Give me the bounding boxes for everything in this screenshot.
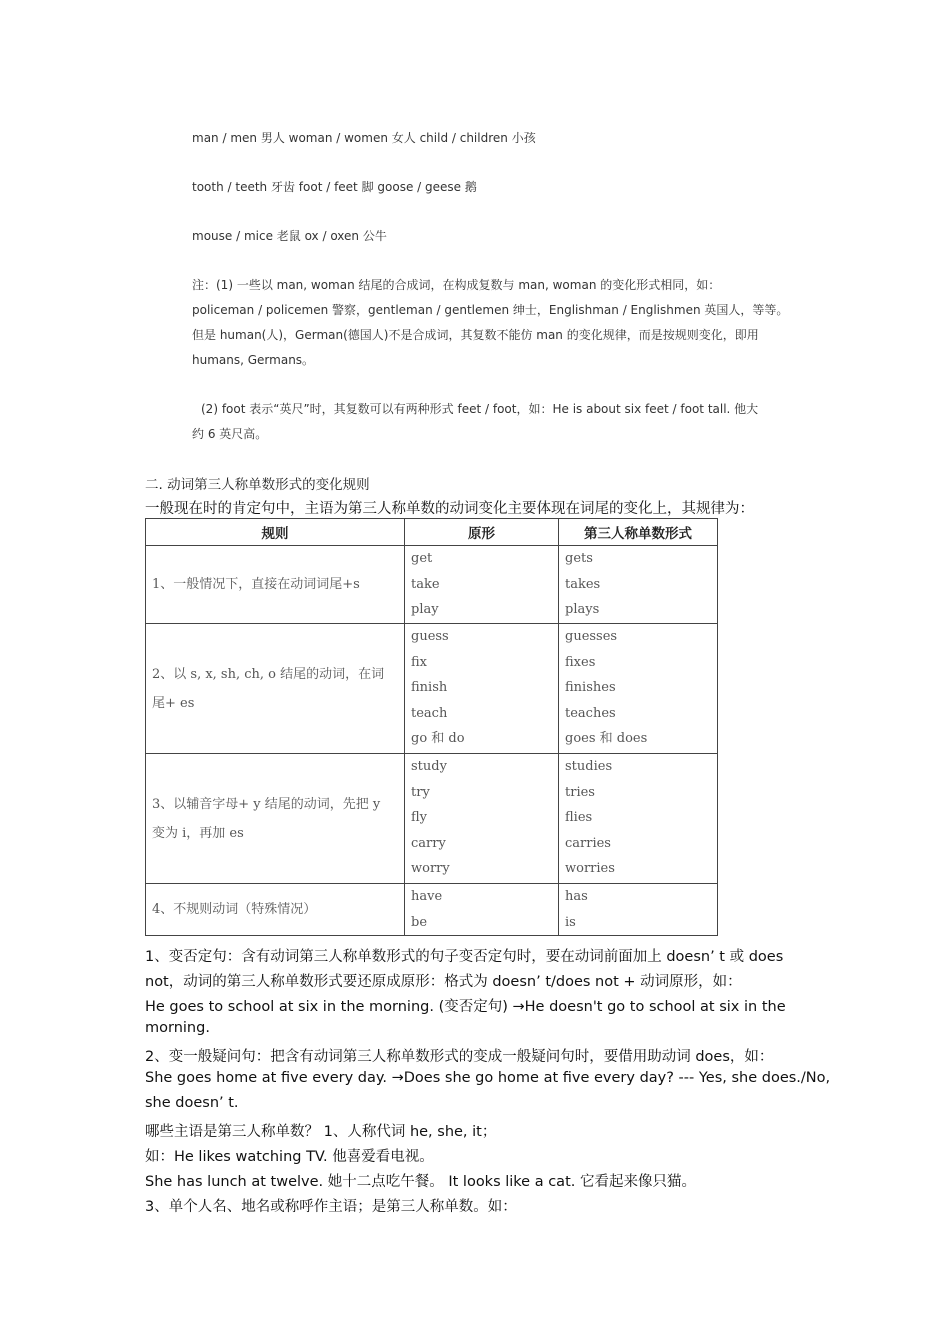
negative-rule-line2: not，动词的第三人称单数形式要还原成原形：格式为 doesn’ t/does not + 动词原形，如：	[145, 974, 742, 990]
base-word: carry	[411, 835, 446, 851]
plural-line-tooth: tooth / teeth 牙齿 foot / feet 脚 goose / geese 鹅	[192, 180, 477, 194]
note1-line2: policeman / policemen 警察，gentleman / gentlemen 绅士，Englishman / Englishmen 英国人，等等。	[192, 303, 789, 317]
note2-line2: 约 6 英尺高。	[192, 427, 268, 441]
base-cell	[405, 884, 559, 936]
table-header-row	[146, 519, 718, 546]
base-word: worry	[411, 861, 450, 876]
third-word: carries	[565, 835, 611, 851]
rule-cell: 1、一般情况下，直接在动词词尾+s	[146, 546, 405, 624]
third-cell	[559, 624, 718, 754]
third-word: worries	[565, 861, 615, 876]
plural-line-mouse: mouse / mice 老鼠 ox / oxen 公牛	[192, 229, 387, 243]
note1-line4: humans, Germans。	[192, 353, 315, 367]
third-word: gets	[565, 551, 593, 566]
base-word: fix	[411, 654, 428, 670]
question-example-line2: she doesn’ t.	[145, 1095, 239, 1111]
base-word: teach	[411, 705, 448, 721]
base-word: take	[411, 576, 440, 592]
note1-line3: 但是 human(人)，German(德国人)不是合成词，其复数不能仿 man 的变化规律，而是按规则变化，即用	[192, 328, 759, 342]
base-word: have	[411, 889, 443, 904]
question-rule-line: 2、变一般疑问句：把含有动词第三人称单数形式的变成一般疑问句时，要借用助动词 does，如：	[145, 1049, 774, 1065]
header-third-person: 第三人称单数形式	[559, 519, 718, 546]
negative-rule-line1: 1、变否定句：含有动词第三人称单数形式的句子变否定句时，要在动词前面加上 doesn’ t 或 does	[145, 949, 784, 965]
example-she-it-line: She has lunch at twelve. 她十二点吃午餐。 It looks like a cat. 它看起来像只猫。	[145, 1174, 696, 1190]
base-word: play	[411, 602, 439, 617]
base-word: be	[411, 914, 428, 930]
third-word: finishes	[565, 680, 616, 695]
rule-cell: 4、不规则动词（特殊情况）	[146, 884, 405, 936]
base-word: finish	[411, 680, 448, 695]
third-word: guesses	[565, 629, 618, 644]
negative-example-line1: He goes to school at six in the morning. (变否定句) →He doesn't go to school at six in the	[145, 999, 786, 1015]
table-row	[146, 884, 718, 936]
section-heading: 二. 动词第三人称单数形式的变化规则	[145, 477, 370, 493]
negative-example-line2: morning.	[145, 1020, 210, 1036]
base-word: study	[411, 759, 447, 774]
verb-rule-table	[145, 518, 718, 936]
third-word: studies	[565, 759, 613, 774]
plural-line-man: man / men 男人 woman / women 女人 child / children 小孩	[192, 131, 536, 145]
third-word: teaches	[565, 705, 616, 721]
third-word: goes 和 does	[565, 731, 648, 746]
note2-line1: (2) foot 表示“英尺”时，其复数可以有两种形式 feet / foot，如：He is about six feet / foot tall. 他大	[201, 402, 759, 416]
third-word: has	[565, 889, 588, 904]
names-rule-line: 3、单个人名、地名或称呼作主语；是第三人称单数。如：	[145, 1199, 517, 1215]
base-cell	[405, 754, 559, 884]
subject-question-line: 哪些主语是第三人称单数？ 1、人称代词 he, she, it；	[145, 1124, 497, 1140]
base-word: go 和 do	[411, 731, 465, 746]
section-intro: 一般现在时的肯定句中，主语为第三人称单数的动词变化主要体现在词尾的变化上，其规律为：	[145, 501, 754, 517]
third-word: flies	[565, 810, 593, 825]
third-cell	[559, 884, 718, 936]
base-word: get	[411, 551, 433, 566]
third-word: plays	[565, 602, 600, 617]
question-example-line1: She goes home at five every day. →Does she go home at five every day? --- Yes, she does./No,	[145, 1070, 831, 1086]
third-word: is	[565, 914, 576, 930]
base-cell	[405, 624, 559, 754]
base-word: guess	[411, 629, 449, 644]
note1-line1: 注：(1) 一些以 man, woman 结尾的合成词，在构成复数与 man, woman 的变化形式相同，如：	[192, 278, 721, 292]
base-word: try	[411, 784, 430, 800]
rule-cell: 3、以辅音字母+ y 结尾的动词，先把 y 变为 i，再加 es	[146, 754, 405, 884]
base-word: fly	[411, 810, 428, 825]
header-base: 原形	[405, 519, 559, 546]
third-cell	[559, 546, 718, 624]
rule-cell: 2、以 s, x, sh, ch, o 结尾的动词，在词尾+ es	[146, 624, 405, 754]
third-word: tries	[565, 784, 595, 800]
third-word: takes	[565, 576, 601, 592]
table-row	[146, 624, 718, 754]
example-he-line: 如：He likes watching TV. 他喜爱看电视。	[145, 1149, 434, 1165]
table-row	[146, 754, 718, 884]
base-cell	[405, 546, 559, 624]
header-rule: 规则	[146, 519, 405, 546]
table-row	[146, 546, 718, 624]
third-cell	[559, 754, 718, 884]
third-word: fixes	[565, 654, 596, 670]
